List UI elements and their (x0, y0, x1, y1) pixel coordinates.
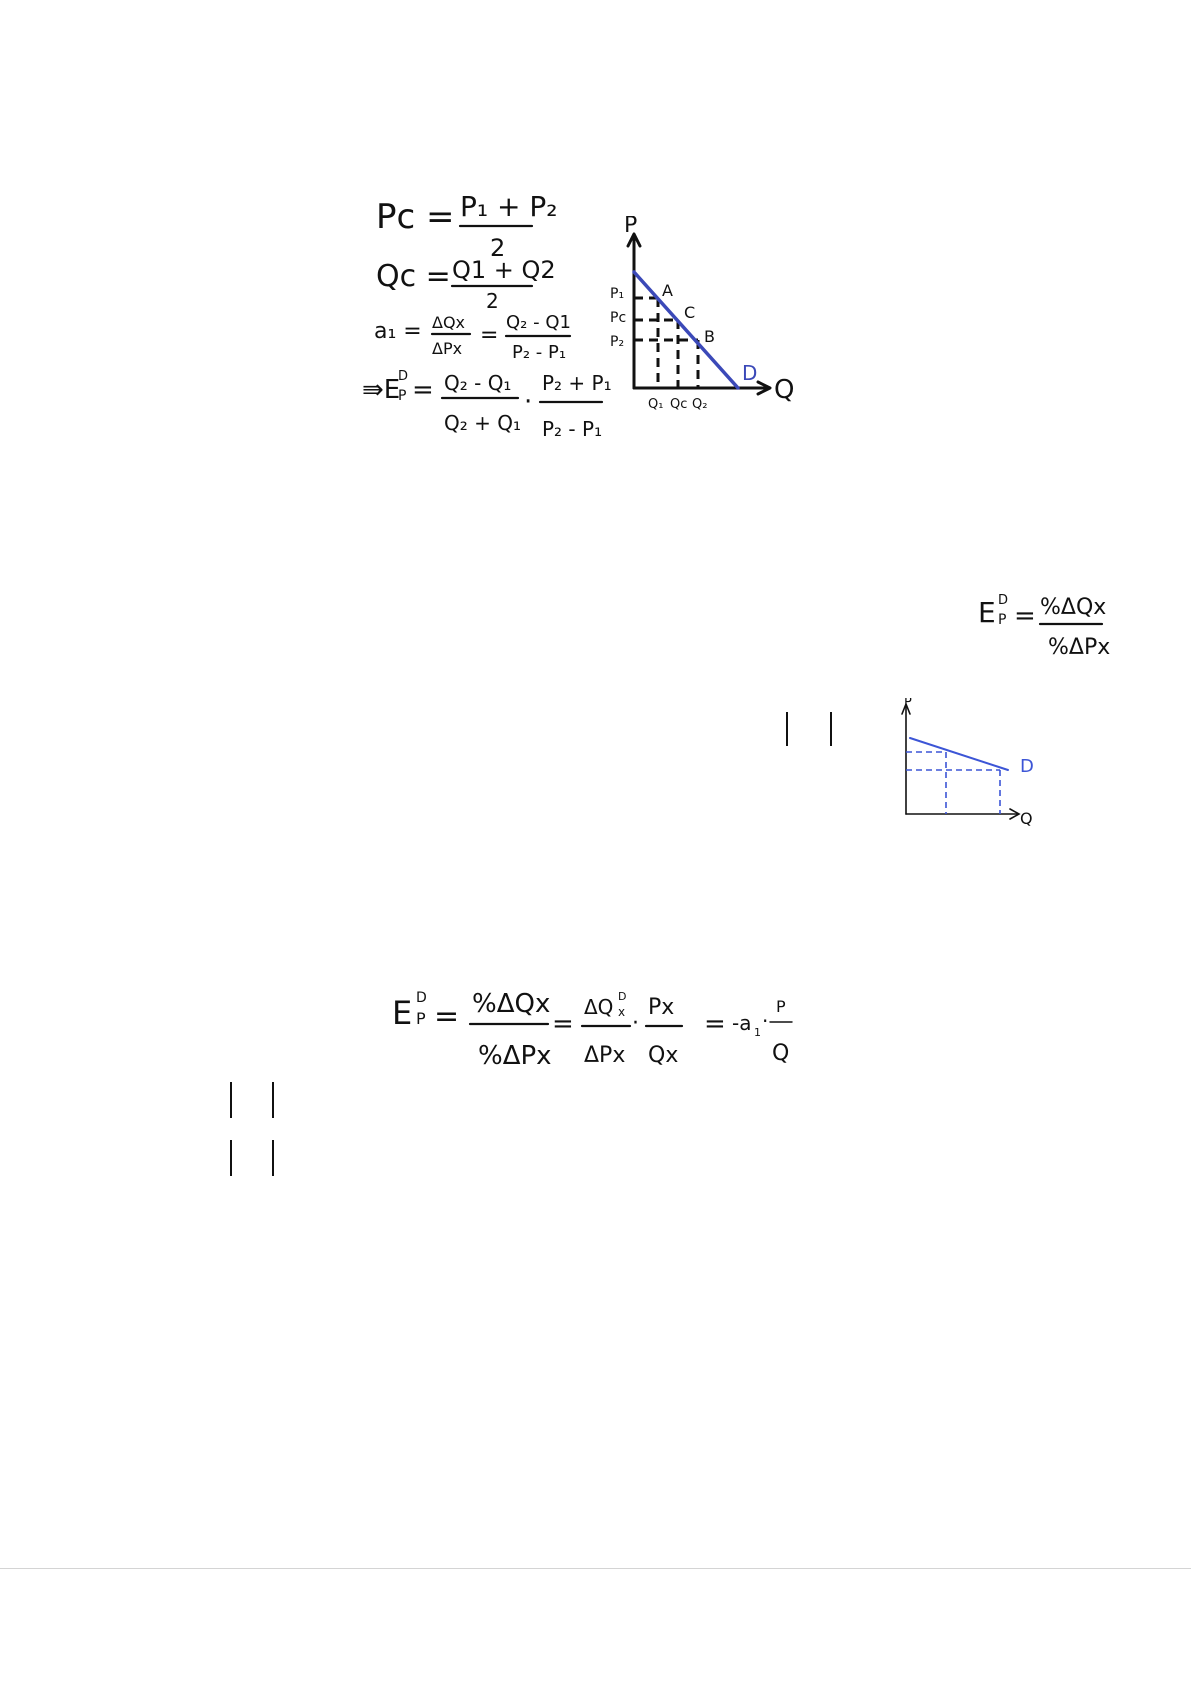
formula-bottom-den2: ΔPx (584, 1043, 626, 1068)
qc-numerator: Q1 + Q2 (452, 256, 556, 284)
small-demand-label: D (1020, 756, 1034, 777)
ep-dot: · (524, 387, 533, 417)
pc-numerator: P₁ + P₂ (460, 190, 558, 223)
formula-bottom-dot2: · (762, 1009, 769, 1033)
formula-bottom-num2-sub: x (618, 1005, 626, 1019)
formula-right-sub: P (998, 612, 1007, 628)
formula-bottom-sup: D (416, 990, 427, 1006)
formula-right-lhs: E (978, 596, 996, 629)
p2-label: P₂ (610, 334, 625, 350)
pc-denominator: 2 (490, 234, 506, 262)
formula-right-numerator: %ΔQx (1040, 595, 1107, 620)
elasticity-formula-bottom (392, 980, 832, 1080)
formula-right-denominator: %ΔPx (1048, 635, 1111, 660)
ep-lhs: ⇛E (362, 375, 401, 405)
p-axis-label: P (624, 216, 638, 238)
abs-bars-middle (786, 712, 832, 746)
abs-bars-lower-2 (230, 1140, 274, 1176)
formula-bottom-den3: Qx (648, 1043, 679, 1068)
formula-bottom-num3: Px (648, 995, 675, 1020)
a1-numerator-1: ΔQx (432, 313, 466, 332)
pc-label: Pc (610, 310, 627, 326)
a1-equals: = (480, 323, 499, 348)
top-formulas (362, 190, 625, 450)
abs-bars-lower-1 (230, 1082, 274, 1118)
formula-bottom-neg-sub: 1 (754, 1026, 761, 1039)
ep-denominator-1: Q₂ + Q₁ (444, 411, 521, 435)
formula-bottom-eq1: = (434, 999, 460, 1034)
small-demand-curve (910, 738, 1008, 770)
a1-denominator-1: ΔPx (432, 339, 463, 358)
ep-numerator-2: P₂ + P₁ (542, 371, 612, 395)
point-a-label: A (662, 281, 673, 300)
formula-bottom-eq3: = (704, 1009, 726, 1039)
ep-equals: = (412, 375, 434, 405)
a1-lhs: a₁ = (374, 319, 422, 344)
point-b-label: B (704, 327, 715, 346)
formula-bottom-num2-sup: D (618, 990, 627, 1003)
formula-bottom-den4: Q (772, 1041, 790, 1066)
formula-bottom-den1: %ΔPx (478, 1041, 552, 1071)
point-c-label: C (684, 303, 696, 322)
a1-denominator-2: P₂ - P₁ (512, 342, 567, 363)
formula-bottom-neg: -a (732, 1011, 752, 1035)
pc-lhs: Pc = (376, 197, 455, 237)
formula-bottom-num2: ΔQ (584, 995, 614, 1019)
formula-bottom-sub: P (416, 1009, 426, 1028)
formula-bottom-dot: · (632, 1011, 639, 1036)
qc-label: Qc (670, 397, 688, 412)
small-p-axis-label: P (904, 698, 912, 710)
demand-curve-label: D (742, 361, 758, 385)
ep-superscript: D (398, 369, 409, 384)
formula-bottom-num4: P (776, 997, 786, 1016)
formula-right-sup: D (998, 593, 1009, 608)
demand-curve (634, 272, 738, 388)
ep-numerator-1: Q₂ - Q₁ (444, 371, 512, 395)
q1-label: Q₁ (648, 397, 664, 412)
footer-divider (0, 1568, 1191, 1569)
p1-label: P₁ (610, 286, 625, 302)
ep-subscript: P (398, 388, 407, 404)
small-q-axis-label: Q (1020, 809, 1033, 828)
q2-label: Q₂ (692, 397, 708, 412)
demand-graph-main (606, 216, 806, 416)
a1-numerator-2: Q₂ - Q1 (506, 312, 571, 333)
demand-graph-small (896, 698, 1046, 828)
q-axis-label: Q (774, 375, 795, 405)
ep-denominator-2: P₂ - P₁ (542, 417, 603, 441)
elasticity-formula-right (978, 588, 1128, 668)
formula-bottom-num1: %ΔQx (472, 989, 551, 1019)
formula-right-equals: = (1014, 601, 1036, 631)
qc-denominator: 2 (486, 289, 499, 313)
formula-bottom-lhs: E (392, 994, 413, 1032)
formula-bottom-eq2: = (552, 1009, 574, 1039)
qc-lhs: Qc = (376, 259, 451, 294)
